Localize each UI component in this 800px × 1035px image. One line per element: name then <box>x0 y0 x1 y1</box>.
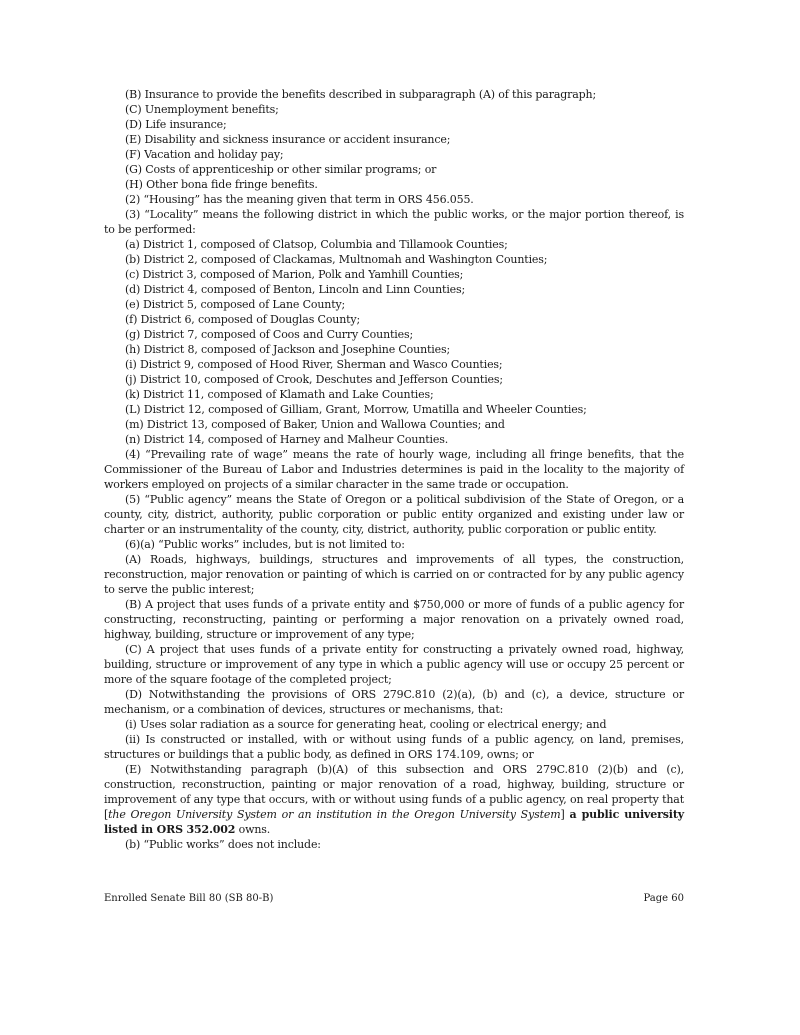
paragraph: (b) District 2, composed of Clackamas, Multnomah and Washington Counties; <box>125 253 548 266</box>
paragraph: (H) Other bona fide fringe benefits. <box>125 178 318 191</box>
paragraph-text: owns. <box>235 823 271 836</box>
paragraph: (a) District 1, composed of Clatsop, Columbia and Tillamook Counties; <box>125 238 508 251</box>
paragraph: (b) “Public works” does not include: <box>125 838 321 851</box>
paragraph: (e) District 5, composed of Lane County; <box>125 298 346 311</box>
paragraph: (d) District 4, composed of Benton, Lincoln and Linn Counties; <box>125 283 466 296</box>
paragraph: (C) Unemployment benefits; <box>125 103 279 116</box>
paragraph: (4) “Prevailing rate of wage” means the rate of hourly wage, including all fringe benefits, that the Commissioner of the Bureau of Labor and Industries determines is paid in the locality to the majority of workers employed on projects of a similar character in the same trade or occupation. <box>104 448 684 491</box>
paragraph: (6)(a) “Public works” includes, but is not limited to: <box>125 538 405 551</box>
deleted-text-bracket-open: [ <box>104 808 109 821</box>
paragraph: (j) District 10, composed of Crook, Deschutes and Jefferson Counties; <box>125 373 503 386</box>
inserted-text: a public university listed in ORS 352.002 <box>104 808 684 836</box>
paragraph: (B) Insurance to provide the benefits described in subparagraph (A) of this paragraph; <box>125 88 597 101</box>
paragraph: (C) A project that uses funds of a private entity for constructing a privately owned road, highway, building, structure or improvement of any type in which a public agency will use or occupy 25 percent or more of the square footage of the completed project; <box>104 643 684 686</box>
paragraph: (B) A project that uses funds of a private entity and $750,000 or more of funds of a public agency for constructing, reconstructing, painting or performing a major renovation on a privately owned road, highway, building, structure or improvement of any type; <box>104 598 684 641</box>
document-body <box>104 87 684 852</box>
paragraph-amended <box>104 762 684 837</box>
paragraph: (D) Life insurance; <box>125 118 227 131</box>
deleted-text: the Oregon University System or an institution in the Oregon University System <box>108 808 561 821</box>
page-number: Page 60 <box>643 893 684 904</box>
paragraph: (h) District 8, composed of Jackson and Josephine Counties; <box>125 343 451 356</box>
paragraph: (E) Disability and sickness insurance or accident insurance; <box>125 133 451 146</box>
paragraph: (A) Roads, highways, buildings, structures and improvements of all types, the construction, reconstruction, major renovation or painting of which is carried on or contracted for by any public agency to serve the public interest; <box>104 553 684 596</box>
paragraph: (k) District 11, composed of Klamath and Lake Counties; <box>125 388 434 401</box>
deleted-text-bracket-close: ] <box>560 808 565 821</box>
paragraph: (D) Notwithstanding the provisions of ORS 279C.810 (2)(a), (b) and (c), a device, structure or mechanism, or a combination of devices, structures or mechanisms, that: <box>104 688 684 716</box>
paragraph: (f) District 6, composed of Douglas County; <box>125 313 361 326</box>
paragraph: (i) Uses solar radiation as a source for generating heat, cooling or electrical energy; and <box>125 718 607 731</box>
page-footer <box>104 892 684 906</box>
paragraph: (3) “Locality” means the following district in which the public works, or the major portion thereof, is to be performed: <box>104 208 684 236</box>
paragraph: (ii) Is constructed or installed, with or without using funds of a public agency, on land, premises, structures or buildings that a public body, as defined in ORS 174.109, owns; or <box>104 733 684 761</box>
paragraph-text: (E) Notwithstanding paragraph (b)(A) of this subsection and ORS 279C.810 (2)(b) and (c), construction, reconstruction, painting or major renovation of a road, highway, building, structure or improvement of any type that occurs, with or without using funds of a public agency, on real property that <box>104 763 684 806</box>
paragraph: (L) District 12, composed of Gilliam, Grant, Morrow, Umatilla and Wheeler Counties; <box>125 403 587 416</box>
paragraph: (F) Vacation and holiday pay; <box>125 148 284 161</box>
paragraph: (i) District 9, composed of Hood River, Sherman and Wasco Counties; <box>125 358 503 371</box>
bill-title: Enrolled Senate Bill 80 (SB 80-B) <box>104 893 274 904</box>
paragraph: (2) “Housing” has the meaning given that term in ORS 456.055. <box>125 193 474 206</box>
paragraph: (G) Costs of apprenticeship or other similar programs; or <box>125 163 437 176</box>
paragraph: (n) District 14, composed of Harney and Malheur Counties. <box>125 433 449 446</box>
paragraph: (g) District 7, composed of Coos and Curry Counties; <box>125 328 414 341</box>
paragraph: (c) District 3, composed of Marion, Polk and Yamhill Counties; <box>125 268 464 281</box>
paragraph: (m) District 13, composed of Baker, Union and Wallowa Counties; and <box>125 418 505 431</box>
paragraph: (5) “Public agency” means the State of Oregon or a political subdivision of the State of Oregon, or a county, city, district, authority, public corporation or public entity organized and existing under law or charter or an instrumentality of the county, city, district, authority, public corporation or public entity. <box>104 493 684 536</box>
